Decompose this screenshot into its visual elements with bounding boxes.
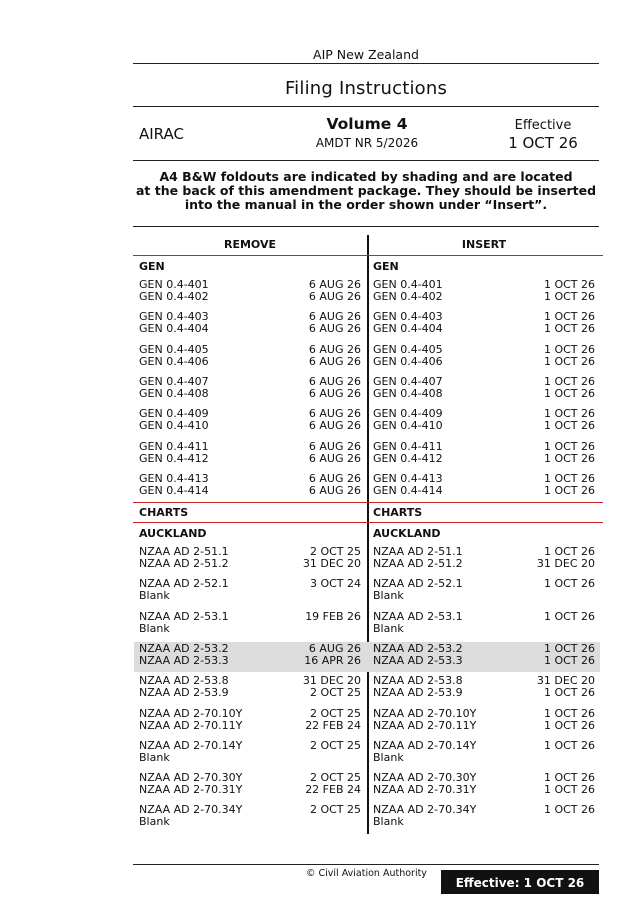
page-reference: GEN 0.4-404 bbox=[373, 322, 443, 336]
remove-entry-group bbox=[139, 408, 361, 432]
page-reference: NZAA AD 2-53.9 bbox=[139, 686, 229, 700]
page-date: 31 DEC 20 bbox=[536, 557, 595, 570]
table-row bbox=[373, 356, 595, 368]
page-date: 1 OCT 26 bbox=[543, 686, 595, 700]
section-auckland-insert: AUCKLAND bbox=[373, 527, 441, 540]
table-row bbox=[139, 558, 361, 570]
page-date: 2 OCT 25 bbox=[309, 686, 361, 700]
remove-entry-group bbox=[139, 578, 361, 602]
table-row bbox=[373, 708, 595, 720]
page-date: 1 OCT 26 bbox=[543, 738, 595, 752]
page-date: 6 AUG 26 bbox=[308, 374, 361, 388]
page-reference: GEN 0.4-403 bbox=[139, 310, 209, 324]
remove-entry-group bbox=[139, 344, 361, 368]
table-row bbox=[139, 752, 361, 764]
table-row bbox=[373, 623, 595, 635]
page-reference: GEN 0.4-401 bbox=[139, 278, 209, 291]
insert-entry-group bbox=[373, 344, 595, 368]
insert-entry-group bbox=[373, 546, 595, 570]
table-row bbox=[373, 473, 595, 485]
page-reference: GEN 0.4-410 bbox=[373, 419, 443, 433]
table-row bbox=[139, 623, 361, 635]
page-date: 1 OCT 26 bbox=[543, 290, 595, 303]
page-reference: GEN 0.4-403 bbox=[373, 310, 443, 324]
page-reference: NZAA AD 2-53.1 bbox=[373, 609, 463, 623]
page-reference: GEN 0.4-414 bbox=[373, 483, 443, 497]
insert-entry-group bbox=[373, 311, 595, 335]
table-row bbox=[139, 473, 361, 485]
table-row bbox=[373, 784, 595, 796]
page-reference: NZAA AD 2-53.2 bbox=[139, 641, 229, 655]
divider bbox=[133, 226, 599, 227]
page-reference: GEN 0.4-401 bbox=[373, 278, 443, 291]
page-date: 6 AUG 26 bbox=[308, 354, 361, 368]
insert-entry-group bbox=[373, 376, 595, 400]
remove-entry-group bbox=[139, 708, 361, 732]
table-row bbox=[373, 291, 595, 303]
page-date: 19 FEB 26 bbox=[305, 609, 361, 623]
section-charts-insert: CHARTS bbox=[373, 506, 423, 519]
effective-block bbox=[490, 118, 596, 152]
table-row bbox=[373, 323, 595, 335]
page-date: 1 OCT 26 bbox=[543, 577, 595, 591]
table-row bbox=[139, 720, 361, 732]
page-date: 2 OCT 25 bbox=[309, 771, 361, 785]
divider bbox=[133, 160, 599, 161]
table-row bbox=[139, 291, 361, 303]
page-reference: GEN 0.4-407 bbox=[373, 374, 443, 388]
page-date: 6 AUG 26 bbox=[308, 386, 361, 400]
page-date: 2 OCT 25 bbox=[309, 738, 361, 752]
remove-entry-group bbox=[139, 643, 361, 667]
remove-entry-group bbox=[139, 772, 361, 796]
insert-entry-group bbox=[373, 804, 595, 828]
publication-title: AIP New Zealand bbox=[313, 47, 419, 62]
page-reference: Blank bbox=[373, 750, 404, 764]
page-reference: NZAA AD 2-51.2 bbox=[373, 557, 463, 570]
remove-entry-group bbox=[139, 473, 361, 497]
table-row bbox=[373, 578, 595, 590]
table-row bbox=[373, 441, 595, 453]
table-row bbox=[373, 558, 595, 570]
section-gen-insert: GEN bbox=[373, 260, 399, 273]
page-date: 22 FEB 24 bbox=[305, 783, 361, 797]
page-date: 22 FEB 24 bbox=[305, 718, 361, 732]
insert-entry-group bbox=[373, 611, 595, 635]
table-row bbox=[139, 485, 361, 497]
airac-label: AIRAC bbox=[139, 125, 184, 143]
page-date: 1 OCT 26 bbox=[543, 609, 595, 623]
page-reference: GEN 0.4-402 bbox=[139, 290, 209, 303]
page-reference: GEN 0.4-411 bbox=[373, 439, 443, 453]
notice-line: A4 B&W foldouts are indicated by shading and are located bbox=[159, 169, 573, 184]
page-date: 6 AUG 26 bbox=[308, 310, 361, 324]
amendment-number: AMDT NR 5/2026 bbox=[315, 136, 419, 150]
page-reference: GEN 0.4-404 bbox=[139, 322, 209, 336]
footer-effective-badge: Effective: 1 OCT 26 bbox=[441, 870, 599, 894]
table-row bbox=[373, 453, 595, 465]
page-date: 31 DEC 20 bbox=[302, 557, 361, 570]
page-date: 1 OCT 26 bbox=[543, 451, 595, 465]
page-date: 1 OCT 26 bbox=[543, 386, 595, 400]
section-gen-remove: GEN bbox=[139, 260, 165, 273]
page-date: 6 AUG 26 bbox=[308, 641, 361, 655]
page-reference: Blank bbox=[139, 815, 170, 829]
page-reference: NZAA AD 2-53.2 bbox=[373, 641, 463, 655]
table-row bbox=[373, 655, 595, 667]
page-reference: GEN 0.4-414 bbox=[139, 483, 209, 497]
table-row bbox=[139, 816, 361, 828]
page-reference: NZAA AD 2-53.8 bbox=[139, 674, 229, 688]
page-reference: GEN 0.4-405 bbox=[139, 342, 209, 356]
page-date: 6 AUG 26 bbox=[308, 290, 361, 303]
page-reference: Blank bbox=[373, 621, 404, 635]
page-date: 1 OCT 26 bbox=[543, 310, 595, 324]
table-row bbox=[139, 611, 361, 623]
page-date: 1 OCT 26 bbox=[543, 641, 595, 655]
remove-entry-group bbox=[139, 675, 361, 699]
remove-entry-group bbox=[139, 740, 361, 764]
page-date: 3 OCT 24 bbox=[309, 577, 361, 591]
page-title: Filing Instructions bbox=[284, 78, 448, 99]
table-row bbox=[373, 687, 595, 699]
page-reference: NZAA AD 2-52.1 bbox=[373, 577, 463, 591]
insert-entry-group bbox=[373, 441, 595, 465]
remove-entry-group bbox=[139, 376, 361, 400]
page-date: 1 OCT 26 bbox=[543, 374, 595, 388]
remove-entry-group bbox=[139, 441, 361, 465]
page-reference: GEN 0.4-409 bbox=[373, 407, 443, 421]
footer-divider bbox=[133, 864, 599, 865]
page-reference: NZAA AD 2-70.30Y bbox=[373, 771, 477, 785]
divider bbox=[133, 106, 599, 107]
insert-entry-group bbox=[373, 473, 595, 497]
insert-entry-group bbox=[373, 643, 595, 667]
page-reference: NZAA AD 2-51.2 bbox=[139, 557, 229, 570]
table-row bbox=[139, 687, 361, 699]
foldout-notice bbox=[133, 170, 599, 212]
table-row bbox=[139, 344, 361, 356]
page-reference: NZAA AD 2-70.10Y bbox=[373, 706, 477, 720]
page-reference: Blank bbox=[373, 589, 404, 603]
table-row bbox=[139, 356, 361, 368]
table-row bbox=[373, 752, 595, 764]
page-reference: Blank bbox=[139, 750, 170, 764]
table-row bbox=[139, 804, 361, 816]
section-auckland-remove: AUCKLAND bbox=[139, 527, 207, 540]
table-row bbox=[373, 720, 595, 732]
page-date: 1 OCT 26 bbox=[543, 653, 595, 667]
page-date: 1 OCT 26 bbox=[543, 342, 595, 356]
section-charts-remove: CHARTS bbox=[139, 506, 189, 519]
page-reference: NZAA AD 2-53.9 bbox=[373, 686, 463, 700]
page-reference: NZAA AD 2-70.31Y bbox=[373, 783, 477, 797]
table-row bbox=[139, 420, 361, 432]
notice-line: into the manual in the order shown under “Insert”. bbox=[184, 197, 548, 212]
page-date: 1 OCT 26 bbox=[543, 706, 595, 720]
page-reference: Blank bbox=[373, 815, 404, 829]
page-date: 1 OCT 26 bbox=[543, 545, 595, 558]
page-reference: NZAA AD 2-70.31Y bbox=[139, 783, 243, 797]
page-reference: Blank bbox=[139, 589, 170, 603]
table-row bbox=[139, 578, 361, 590]
table-row bbox=[373, 388, 595, 400]
insert-entry-group bbox=[373, 740, 595, 764]
page-date: 1 OCT 26 bbox=[543, 278, 595, 291]
table-row bbox=[373, 740, 595, 752]
page-date: 1 OCT 26 bbox=[543, 718, 595, 732]
remove-column-header: REMOVE bbox=[223, 238, 276, 251]
table-row bbox=[373, 804, 595, 816]
page-reference: NZAA AD 2-51.1 bbox=[139, 545, 229, 558]
remove-entry-group bbox=[139, 804, 361, 828]
divider bbox=[133, 63, 599, 64]
page-reference: GEN 0.4-412 bbox=[139, 451, 209, 465]
page-date: 6 AUG 26 bbox=[308, 342, 361, 356]
page-date: 1 OCT 26 bbox=[543, 483, 595, 497]
insert-entry-group bbox=[373, 675, 595, 699]
copyright: © Civil Aviation Authority bbox=[306, 868, 427, 879]
page-date: 6 AUG 26 bbox=[308, 419, 361, 433]
page-date: 2 OCT 25 bbox=[309, 545, 361, 558]
volume-block bbox=[280, 115, 454, 150]
page-reference: GEN 0.4-408 bbox=[373, 386, 443, 400]
effective-label: Effective bbox=[514, 118, 572, 133]
page-reference: NZAA AD 2-70.10Y bbox=[139, 706, 243, 720]
page-reference: NZAA AD 2-53.3 bbox=[139, 653, 229, 667]
page-reference: GEN 0.4-413 bbox=[139, 471, 209, 485]
page-date: 6 AUG 26 bbox=[308, 322, 361, 336]
volume-title: Volume 4 bbox=[326, 115, 408, 133]
section-divider bbox=[133, 255, 603, 256]
table-row bbox=[373, 485, 595, 497]
page-date: 1 OCT 26 bbox=[543, 407, 595, 421]
table-row bbox=[373, 590, 595, 602]
page-date: 6 AUG 26 bbox=[308, 451, 361, 465]
page-reference: NZAA AD 2-70.34Y bbox=[373, 803, 477, 817]
remove-entry-group bbox=[139, 311, 361, 335]
page-reference: Blank bbox=[139, 621, 170, 635]
page-reference: GEN 0.4-405 bbox=[373, 342, 443, 356]
page-reference: GEN 0.4-413 bbox=[373, 471, 443, 485]
insert-entry-group bbox=[373, 279, 595, 303]
page-date: 1 OCT 26 bbox=[543, 783, 595, 797]
table-row bbox=[373, 344, 595, 356]
insert-entry-group bbox=[373, 408, 595, 432]
table-row bbox=[373, 611, 595, 623]
page-reference: GEN 0.4-411 bbox=[139, 439, 209, 453]
page-reference: GEN 0.4-410 bbox=[139, 419, 209, 433]
table-row bbox=[139, 784, 361, 796]
page-date: 1 OCT 26 bbox=[543, 354, 595, 368]
page-reference: NZAA AD 2-53.3 bbox=[373, 653, 463, 667]
page-date: 2 OCT 25 bbox=[309, 803, 361, 817]
page-reference: NZAA AD 2-70.11Y bbox=[139, 718, 243, 732]
table-row bbox=[139, 740, 361, 752]
page-date: 16 APR 26 bbox=[304, 653, 361, 667]
page-date: 31 DEC 20 bbox=[302, 674, 361, 688]
effective-date: 1 OCT 26 bbox=[508, 134, 578, 152]
page-date: 2 OCT 25 bbox=[309, 706, 361, 720]
notice-line: at the back of this amendment package. They should be inserted bbox=[135, 183, 597, 198]
page-reference: GEN 0.4-408 bbox=[139, 386, 209, 400]
page-date: 6 AUG 26 bbox=[308, 278, 361, 291]
remove-entry-group bbox=[139, 611, 361, 635]
page-date: 1 OCT 26 bbox=[543, 771, 595, 785]
remove-entry-group bbox=[139, 546, 361, 570]
page-reference: GEN 0.4-406 bbox=[139, 354, 209, 368]
page-reference: NZAA AD 2-53.8 bbox=[373, 674, 463, 688]
table-row bbox=[139, 388, 361, 400]
page-reference: NZAA AD 2-70.30Y bbox=[139, 771, 243, 785]
page-date: 1 OCT 26 bbox=[543, 322, 595, 336]
table-row bbox=[139, 708, 361, 720]
section-divider bbox=[133, 522, 603, 523]
insert-entry-group bbox=[373, 772, 595, 796]
page-date: 6 AUG 26 bbox=[308, 471, 361, 485]
table-row bbox=[373, 420, 595, 432]
page-reference: NZAA AD 2-70.14Y bbox=[139, 738, 243, 752]
page-date: 6 AUG 26 bbox=[308, 407, 361, 421]
page-date: 6 AUG 26 bbox=[308, 483, 361, 497]
section-divider bbox=[133, 502, 603, 503]
page-date: 6 AUG 26 bbox=[308, 439, 361, 453]
page-date: 1 OCT 26 bbox=[543, 803, 595, 817]
page-reference: NZAA AD 2-70.11Y bbox=[373, 718, 477, 732]
page-reference: NZAA AD 2-70.34Y bbox=[139, 803, 243, 817]
table-row bbox=[139, 655, 361, 667]
table-row bbox=[373, 816, 595, 828]
page-reference: NZAA AD 2-52.1 bbox=[139, 577, 229, 591]
page-reference: GEN 0.4-409 bbox=[139, 407, 209, 421]
table-row bbox=[139, 441, 361, 453]
table-row bbox=[139, 453, 361, 465]
page-reference: NZAA AD 2-70.14Y bbox=[373, 738, 477, 752]
page-reference: NZAA AD 2-51.1 bbox=[373, 545, 463, 558]
page-reference: GEN 0.4-407 bbox=[139, 374, 209, 388]
table-row bbox=[139, 590, 361, 602]
page-date: 31 DEC 20 bbox=[536, 674, 595, 688]
page-date: 1 OCT 26 bbox=[543, 419, 595, 433]
page-reference: NZAA AD 2-53.1 bbox=[139, 609, 229, 623]
page-reference: GEN 0.4-402 bbox=[373, 290, 443, 303]
insert-entry-group bbox=[373, 578, 595, 602]
remove-entry-group bbox=[139, 279, 361, 303]
page-date: 1 OCT 26 bbox=[543, 439, 595, 453]
page-reference: GEN 0.4-412 bbox=[373, 451, 443, 465]
table-row bbox=[139, 323, 361, 335]
page-reference: GEN 0.4-406 bbox=[373, 354, 443, 368]
insert-entry-group bbox=[373, 708, 595, 732]
column-divider bbox=[367, 235, 369, 834]
insert-column-header: INSERT bbox=[461, 238, 507, 251]
page-date: 1 OCT 26 bbox=[543, 471, 595, 485]
